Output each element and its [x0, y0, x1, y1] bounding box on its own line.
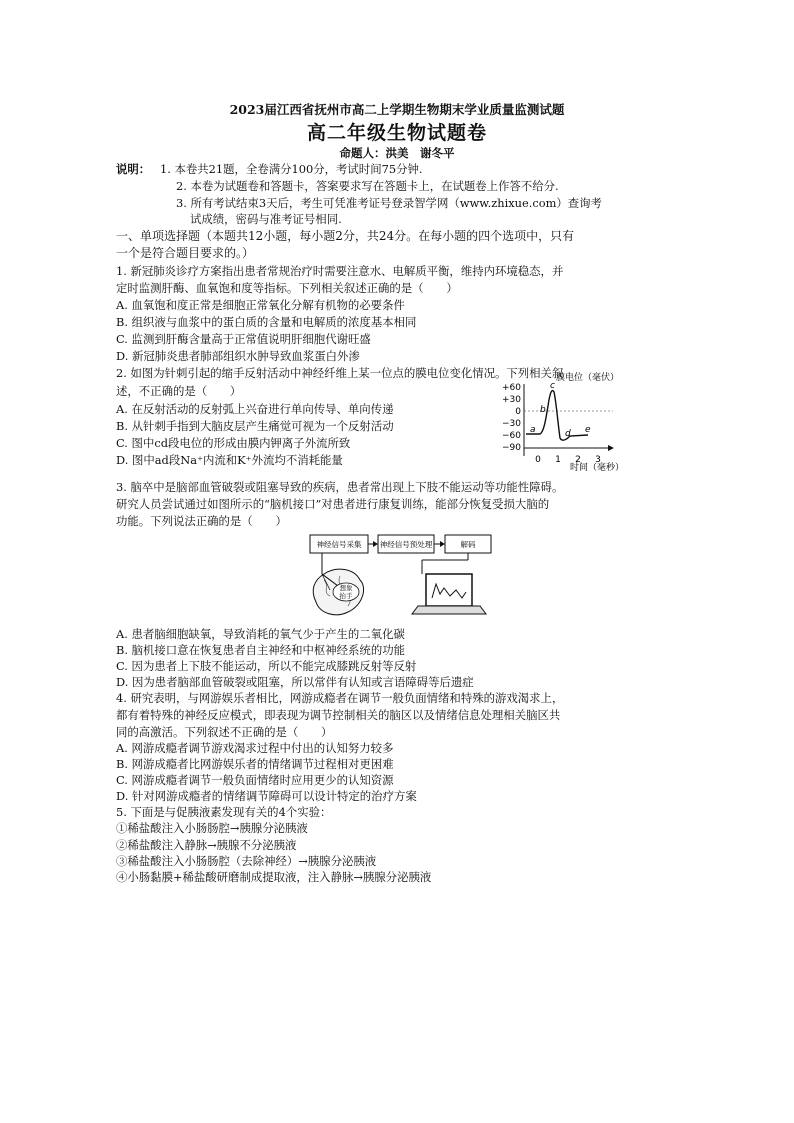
- laptop-base: [412, 606, 486, 614]
- graph-xlabel: 时间（毫秒）: [570, 463, 625, 472]
- q2-option-c: C. 图中cd段电位的形成由膜内钾离子外流所致: [116, 436, 351, 450]
- y-tick-label: +30: [502, 395, 521, 405]
- q4-option-d: D. 针对网游成瘾者的情绪调节障碍可以设计特定的治疗方案: [116, 789, 417, 803]
- q1-option-a: A. 血氧饱和度正常是细胞正常氧化分解有机物的必要条件: [116, 298, 405, 312]
- arrow-head-icon: [440, 541, 445, 547]
- q2-option-d: D. 图中ad段Na⁺内流和K⁺外流均不消耗能量: [116, 453, 343, 467]
- q4-stem-line-2: 都有着特殊的神经反应模式，即表现为调节控制相关的脑区以及情绪信息处理相关脑区共: [116, 708, 561, 722]
- thought-label-raise-hand: 抬手: [339, 592, 353, 600]
- point-label-a: a: [530, 425, 536, 435]
- x-tick-label: 0: [535, 455, 541, 465]
- y-tick-label: +60: [502, 383, 521, 393]
- q5-item-4: ④小肠黏膜+稀盐酸研磨制成提取液，注入静脉→胰腺分泌胰液: [116, 870, 432, 884]
- instruction-3: 3. 所有考试结束3天后，考生可凭准考证号登录智学网（www.zhixue.com）查询考: [176, 196, 602, 210]
- exam-source-title: 2023届江西省抚州市高二上学期生物期末学业质量监测试题: [229, 102, 565, 117]
- x-axis-arrow-icon: [608, 445, 614, 451]
- q1-stem-line-1: 1. 新冠肺炎诊疗方案指出患者常规治疗时需要注意水、电解质平衡，维持内环境稳态，并: [116, 264, 564, 278]
- membrane-potential-graph: [488, 366, 638, 472]
- q5-item-2: ②稀盐酸注入静脉→胰腺不分泌胰液: [116, 838, 297, 852]
- box-signal-acquisition-label: 神经信号采集: [316, 540, 362, 549]
- y-tick-label: −30: [502, 419, 521, 429]
- x-tick-label: 2: [575, 455, 581, 465]
- thought-label-imagine: 想象: [339, 584, 353, 592]
- q4-stem-line-1: 4. 研究表明，与网游娱乐者相比，网游成瘾者在调节一般负面情绪和特殊的游戏渴求上，: [116, 691, 564, 705]
- box-signal-preprocess-label: 神经信号预处理: [379, 540, 433, 549]
- brain-computer-interface-diagram: [302, 530, 502, 622]
- point-label-d: d: [565, 429, 571, 439]
- point-label-e: e: [585, 425, 591, 435]
- q4-stem-line-3: 同的高激活。下列叙述不正确的是（ ）: [116, 725, 333, 739]
- point-label-b: b: [540, 405, 546, 415]
- instructions-label: 说明：: [116, 162, 151, 176]
- instruction-3-cont: 试成绩，密码与准考证号相同.: [190, 212, 342, 226]
- q4-option-a: A. 网游成瘾者调节游戏渴求过程中付出的认知努力较多: [116, 741, 394, 755]
- laptop-screen: [426, 574, 472, 606]
- section-heading-cont: 一个是符合题目要求的。）: [116, 246, 255, 260]
- q1-stem-line-2: 定时监测肝酶、血氧饱和度等指标。下列相关叙述正确的是（ ）: [116, 281, 458, 295]
- q3-option-d: D. 因为患者脑部血管破裂或阻塞，所以常伴有认知或言语障碍等后遗症: [116, 675, 474, 689]
- q3-option-c: C. 因为患者上下肢不能运动，所以不能完成膝跳反射等反射: [116, 659, 417, 673]
- page-title: 高二年级生物试题卷: [306, 122, 487, 144]
- q1-option-c: C. 监测到肝酶含量高于正常值说明肝细胞代谢旺盛: [116, 332, 371, 346]
- q5-stem: 5. 下面是与促胰液素发现有关的4个实验：: [116, 805, 332, 819]
- box-decode-label: 解码: [460, 540, 476, 549]
- y-tick-label: 0: [515, 407, 521, 417]
- q3-stem-line-3: 功能。下列说法正确的是（ ）: [116, 514, 287, 528]
- bci-svg: [302, 530, 502, 622]
- q1-option-b: B. 组织液与血浆中的蛋白质的含量和电解质的浓度基本相同: [116, 315, 417, 329]
- q5-item-1: ①稀盐酸注入小肠肠腔→胰腺分泌胰液: [116, 821, 308, 835]
- q2-stem-line-1: 2. 如图为针刺引起的缩手反射活动中神经纤维上某一位点的膜电位变化情况。下列相关叙: [116, 366, 564, 380]
- q1-option-d: D. 新冠肺炎患者肺部组织水肿导致血浆蛋白外渗: [116, 349, 360, 363]
- instruction-1: 1. 本卷共21题，全卷满分100分，考试时间75分钟.: [160, 162, 423, 176]
- q3-option-a: A. 患者脑细胞缺氧，导致消耗的氧气少于产生的二氧化碳: [116, 627, 405, 641]
- membrane-potential-svg: [488, 366, 638, 472]
- q2-option-b: B. 从针刺手指到大脑皮层产生痛觉可视为一个反射活动: [116, 419, 394, 433]
- y-tick-label: −60: [502, 431, 521, 441]
- q3-option-b: B. 脑机接口意在恢复患者自主神经和中枢神经系统的功能: [116, 643, 405, 657]
- graph-ylabel: 膜电位（毫伏）: [556, 373, 620, 383]
- q4-option-c: C. 网游成瘾者调节一般负面情绪时应用更少的认知资源: [116, 773, 394, 787]
- q3-stem-line-2: 研究人员尝试通过如图所示的“脑机接口”对患者进行康复训练，能部分恢复受损大脑的: [116, 497, 550, 511]
- x-tick-label: 1: [555, 455, 561, 465]
- x-tick-label: 3: [595, 455, 601, 465]
- section-heading: 一、单项选择题（本题共12小题，每小题2分，共24分。在每小题的四个选项中，只有: [116, 229, 575, 243]
- arrow-head-icon: [373, 541, 378, 547]
- authors-line: 命题人：洪美 谢冬平: [339, 146, 455, 160]
- q5-item-3: ③稀盐酸注入小肠肠腔（去除神经）→胰腺分泌胰液: [116, 854, 377, 868]
- q2-stem-line-2: 述，不正确的是（ ）: [116, 384, 242, 398]
- q3-stem-line-1: 3. 脑卒中是脑部血管破裂或阻塞导致的疾病，患者常出现上下肢不能运动等功能性障碍。: [116, 480, 564, 494]
- y-tick-label: −90: [502, 443, 521, 453]
- point-label-c: c: [550, 381, 555, 391]
- instruction-2: 2. 本卷为试题卷和答题卡，答案要求写在答题卡上，在试题卷上作答不给分.: [176, 179, 559, 193]
- q2-option-a: A. 在反射活动的反射弧上兴奋进行单向传导、单向传递: [116, 402, 394, 416]
- q4-option-b: B. 网游成瘾者比网游娱乐者的情绪调节过程相对更困难: [116, 757, 394, 771]
